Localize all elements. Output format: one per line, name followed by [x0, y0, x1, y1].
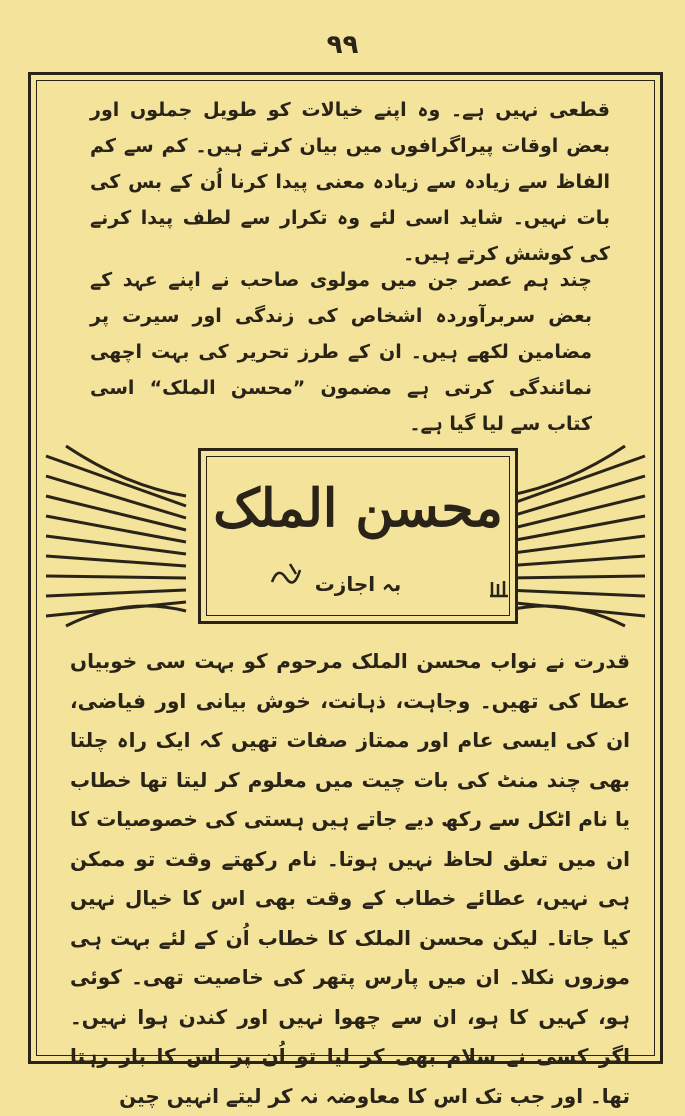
article-title: محسن الملک: [213, 478, 503, 539]
page-number: ۹۹: [326, 30, 359, 60]
intro-text-2: چند ہم عصر جن میں مولوی صاحب نے اپنے عہد کے بعض سربرآوردہ اشخاص کی زندگی اور سیرت پر مضامین لکھے ہیں۔ ان کے طرز تحریر کی بہت اچھی نمائندگی کرتی ہے مضمون ”محسن الملک“ اسی کتاب سے لیا گیا ہے۔: [90, 269, 592, 435]
stamp-mark: [486, 576, 512, 602]
article-subtitle: بہ اجازت: [314, 572, 402, 596]
intro-paragraph-2: [90, 262, 610, 442]
intro-paragraph-1: [90, 92, 610, 272]
intro-text-1: قطعی نہیں ہے۔ وہ اپنے خیالات کو طویل جملوں اور بعض اوقات پیراگرافوں میں بیان کرتے ہیں۔ کم سے کم الفاظ سے زیادہ سے زیادہ معنی پیدا کرنا اُن کے بس کی بات نہیں۔ شاید اسی لئے وہ تکرار سے لطف پیدا کرنے کی کوشش کرتے ہیں۔: [90, 99, 610, 265]
body-text: قدرت نے نواب محسن الملک مرحوم کو بہت سی خوبیاں عطا کی تھیں۔ وجاہت، ذہانت، خوش بیانی اور فیاضی، ان کی ایسی عام اور ممتاز صفات تھیں کہ ایک راہ چلتا بھی چند منٹ کی بات چیت میں معلوم کر لیتا تھا خطاب یا نام اٹکل سے رکھ دیے جاتے ہیں ہستی کی خصوصیات کا ان میں تعلق لحاظ نہیں ہوتا۔ نام رکھتے وقت تو ممکن ہی نہیں، عطائے خطاب کے وقت بھی اس کا خیال نہیں کیا جاتا۔ لیکن محسن الملک کا خطاب اُن کے لئے بہت ہی موزوں نکلا۔ ان میں پارس پتھر کی خاصیت تھی۔ کوئی ہو، کہیں کا ہو، ان سے چھوا نہیں اور کندن ہوا نہیں۔ اگر کسی نے سلام بھی کر لیا تو اُن پر اس کا بار رہتا تھا۔ اور جب تک اس کا معاوضہ نہ کر لیتے انہیں چین: [70, 649, 630, 1108]
signature-mark: [268, 560, 308, 590]
body-paragraph: [70, 642, 630, 1116]
